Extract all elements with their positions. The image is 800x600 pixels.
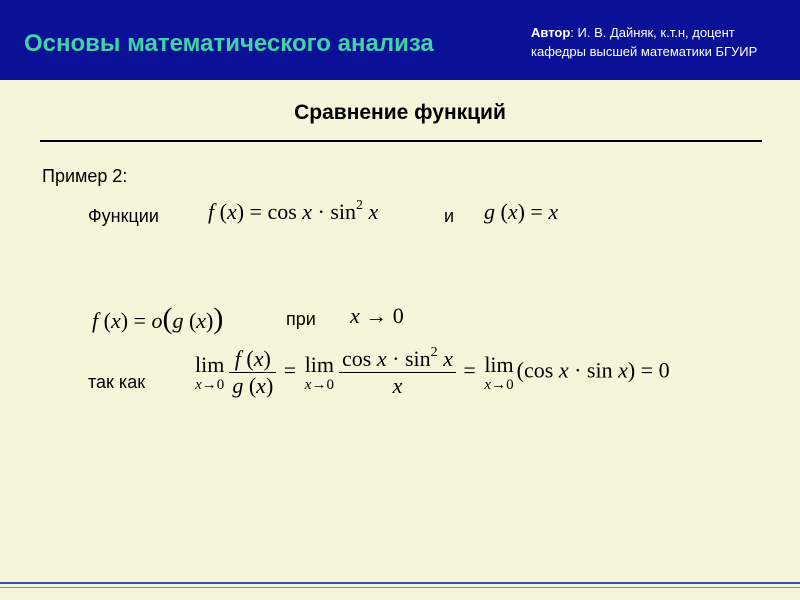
slide-title: Сравнение функций [294, 101, 506, 124]
fraction-f-over-g: $\frac{f (x)}{g (x)}$ [229, 346, 276, 399]
header-bar [0, 0, 800, 80]
limit-operator-3: lim x→0 [484, 351, 514, 393]
author-line-2: кафедры высшей математики БГУИР [531, 44, 758, 59]
formula-x-to-zero: x → 0 [350, 303, 404, 328]
author-line-1 [531, 23, 793, 42]
formula-g-definition: g (x) = x [484, 199, 559, 224]
limit-operator-2: lim x→0 [304, 351, 335, 393]
course-title: Основы математического анализа [24, 30, 434, 57]
formula-little-o: f (x) = o(g (x)) [92, 302, 224, 335]
and-label: и [444, 206, 455, 226]
title-divider [40, 140, 762, 142]
example-label: Пример 2: [42, 166, 128, 186]
author-name: : И. В. Дайняк, к.т.н, доцент [570, 25, 735, 40]
since-label: так как [88, 372, 146, 392]
formula-f-definition: f $(x) = \cos x \cdot \sin^2 x$ [208, 198, 379, 224]
author-info [531, 23, 793, 61]
at-label: при [286, 309, 316, 329]
fraction-cos-sin-over-x: $\frac{\cos x \cdot \sin^2 x}{x}$ [339, 346, 456, 399]
author-label: Автор [531, 25, 571, 40]
limit-operator-1: lim x→0 [195, 351, 225, 393]
functions-label: Функции [88, 206, 159, 226]
footer-line-thin [0, 587, 800, 588]
formula-limit: lim x→0 $\frac{f (x)}{g (x)}$ = lim x→0 $\frac{\cos x \cdot \sin^2 x}{x}$ = lim x→0 (cos x · sin x) = 0 [195, 345, 670, 398]
footer-line [0, 582, 800, 584]
